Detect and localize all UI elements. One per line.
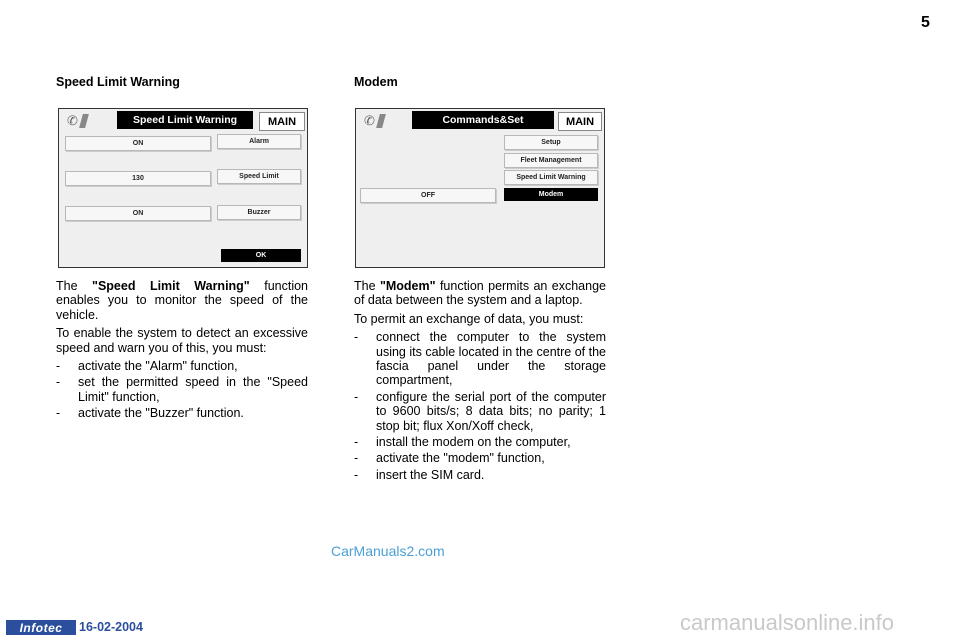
phone-signal-icon: ✆ xyxy=(358,111,414,131)
list-item: - connect the computer to the system using its cable located in the centre of the fascia panel under the storage compartment, xyxy=(354,330,606,388)
main-button[interactable]: MAIN xyxy=(558,112,602,131)
footer-site-watermark: carmanualsonline.info xyxy=(680,610,895,635)
watermark: CarManuals2.com xyxy=(331,543,445,559)
buzzer-value-button[interactable]: ON xyxy=(65,206,211,221)
intro-prefix: The xyxy=(56,279,93,293)
list-item: - activate the "Alarm" function, xyxy=(56,359,308,373)
page-number: 5 xyxy=(921,14,930,31)
intro-prefix: The xyxy=(354,279,380,293)
menu-item-fleet-management[interactable]: Fleet Management xyxy=(504,153,598,168)
buzzer-button[interactable]: Buzzer xyxy=(217,205,301,220)
intro-paragraph xyxy=(354,279,606,308)
modem-screen xyxy=(355,108,605,268)
screen-title: Commands&Set xyxy=(412,111,554,129)
intro-rest: function permits an exchange of data between the system and a laptop. xyxy=(354,279,606,308)
list-item: - activate the "Buzzer" function. xyxy=(56,406,308,420)
speed-limit-warning-screen xyxy=(58,108,308,268)
speed-limit-button[interactable]: Speed Limit xyxy=(217,169,301,184)
list-item: - install the modem on the computer, xyxy=(354,435,606,449)
section-title-speed-limit-warning: Speed Limit Warning xyxy=(56,75,180,89)
intro-keyword: "Speed Limit Warning" xyxy=(92,279,250,293)
speed-limit-warning-description xyxy=(56,279,308,423)
section-title-modem: Modem xyxy=(354,75,398,89)
instructions-paragraph: To permit an exchange of data, you must: xyxy=(354,311,584,326)
intro-paragraph xyxy=(56,279,308,322)
alarm-value-button[interactable]: ON xyxy=(65,136,211,151)
footer-date: 16-02-2004 xyxy=(79,620,143,634)
infotec-logo: Infotec xyxy=(6,620,76,635)
list-item: - configure the serial port of the computer to 9600 bits/s; 8 data bits; no parity; 1 stop bit; flux Xon/Xoff check, xyxy=(354,390,606,433)
instructions-paragraph: To enable the system to detect an excessive speed and warn you of this, you must: xyxy=(56,326,308,355)
alarm-button[interactable]: Alarm xyxy=(217,134,301,149)
instructions-list xyxy=(56,359,308,421)
modem-description xyxy=(354,279,606,484)
intro-keyword: "Modem" xyxy=(379,279,436,293)
list-item: - set the permitted speed in the "Speed Limit" function, xyxy=(56,375,308,404)
list-item: - insert the SIM card. xyxy=(354,468,606,482)
intro-rest: function enables you to monitor the speed of the vehicle. xyxy=(56,279,309,322)
main-button[interactable]: MAIN xyxy=(259,112,305,131)
menu-item-setup[interactable]: Setup xyxy=(504,135,598,150)
phone-signal-icon: ✆ xyxy=(61,111,117,131)
instructions-list xyxy=(354,330,606,482)
menu-item-speed-limit-warning[interactable]: Speed Limit Warning xyxy=(504,170,598,185)
modem-value-button[interactable]: OFF xyxy=(360,188,496,203)
speed-limit-value-button[interactable]: 130 xyxy=(65,171,211,186)
screen-title: Speed Limit Warning xyxy=(117,111,253,129)
ok-button[interactable]: OK xyxy=(221,249,301,262)
menu-item-modem[interactable]: Modem xyxy=(504,188,598,201)
list-item: - activate the "modem" function, xyxy=(354,451,606,465)
